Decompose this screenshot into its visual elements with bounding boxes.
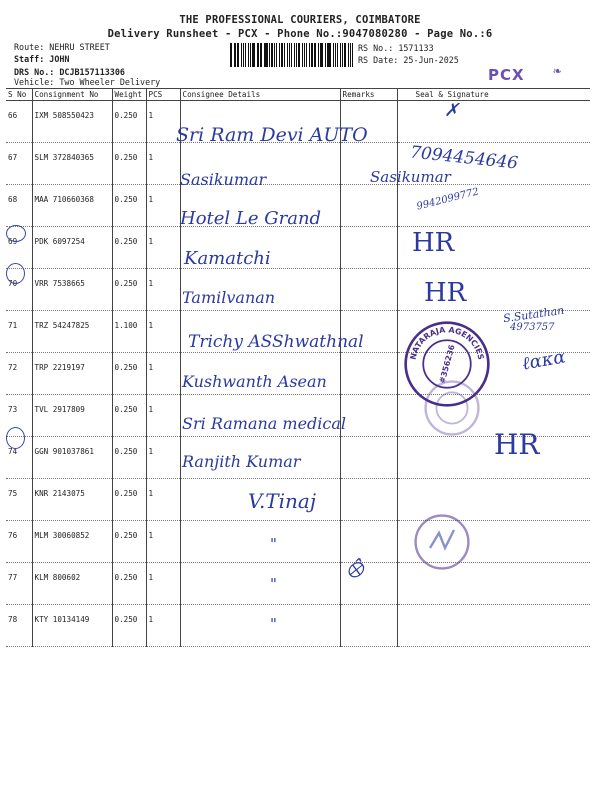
barcode-bar [328,43,330,67]
barcode-bar [340,43,342,67]
handwriting-r71-signature: S.Sutathan [502,303,565,326]
handwriting-r69: Kamatchi [184,248,271,269]
row-consignment-no: IXM 508550423 [32,101,112,143]
row-sno: 66 [6,101,32,143]
col-remarks: Remarks [340,89,397,101]
stamp-text: NATARAJA AGENCIES [408,325,486,361]
handwriting-r66: Sri Ram Devi AUTO [176,124,368,146]
handwriting-r73: Kushwanth Asean [182,372,327,391]
row-weight: 0.250 [112,395,146,437]
ditto-mark-77: " [270,535,277,553]
barcode-bar [320,43,321,67]
row-weight: 0.250 [112,353,146,395]
row-consignment-no: KLM 800602 [32,563,112,605]
staff-label: Staff: JOHN [14,54,70,64]
handwriting-r77-signature: ⨶ [346,558,364,583]
row-weight: 0.250 [112,605,146,647]
rs-date: RS Date: 25-Jun-2025 [358,55,459,65]
barcode-bar [258,43,259,67]
row-consignment-no: MAA 710660368 [32,185,112,227]
barcode-bar [304,43,305,67]
row-pcs: 1 [146,563,180,605]
barcode-bar [311,43,313,67]
barcode-bar [291,43,292,67]
row-consignment-no: TRZ 54247825 [32,311,112,353]
barcode-bar [325,43,326,67]
route-label: Route: NEHRU STREET [14,42,110,52]
row-pcs: 1 [146,521,180,563]
row-weight: 1.100 [112,311,146,353]
row-consignee [180,563,340,605]
table-row [6,521,590,563]
barcode-bar [241,43,242,67]
row-sno: 69 [6,227,32,269]
col-pcs: PCS [146,89,180,101]
barcode-bar [279,43,280,67]
handwriting-r67: Sasikumar [180,170,267,189]
barcode-bar [274,43,276,67]
barcode-bar [333,43,335,67]
handwriting-r70-signature: HR [424,278,467,308]
row-remarks [340,521,397,563]
col-seal: Seal & Signature [397,89,590,101]
vehicle-label: Vehicle: Two Wheeler Delivery [14,77,161,87]
barcode-bar [252,43,254,67]
row-weight: 0.250 [112,227,146,269]
rs-number: RS No.: 1571133 [358,43,434,53]
drs-number: DRS No.: DCJB157113306 [14,67,125,77]
row-sno: 74 [6,437,32,479]
row-sno: 75 [6,479,32,521]
circle-mark-69 [6,225,26,242]
company-title: THE PROFESSIONAL COURIERS, COIMBATORE [179,14,421,26]
barcode-bar [348,43,349,67]
handwriting-r68-phone: 9942099772 [415,186,481,213]
barcode-bar [265,43,267,67]
row-consignment-no: KTY 10134149 [32,605,112,647]
row-weight: 0.250 [112,521,146,563]
row-pcs: 1 [146,311,180,353]
handwriting-r66-mark: ✗ [444,100,460,121]
barcode-bar [342,43,343,67]
barcode-bar [318,43,319,67]
row-pcs: 1 [146,185,180,227]
barcode-bar [260,43,262,67]
handwriting-r69-signature: HR [412,228,455,258]
handwriting-r72-signature: ℓακα [520,346,568,375]
table-row [6,605,590,647]
barcode-bar [269,43,270,67]
barcode-bar [298,43,300,67]
row-sno: 72 [6,353,32,395]
row-pcs: 1 [146,605,180,647]
row-consignment-no: KNR 2143075 [32,479,112,521]
row-weight: 0.250 [112,143,146,185]
row-consignment-no: GGN 901037861 [32,437,112,479]
row-sno: 77 [6,563,32,605]
handwriting-r76: V.Tinaj [248,489,317,513]
row-sno: 68 [6,185,32,227]
row-seal [397,605,590,647]
row-consignment-no: MLM 30060852 [32,521,112,563]
row-consignment-no: TRP 2219197 [32,353,112,395]
row-consignment-no: SLM 372840365 [32,143,112,185]
row-pcs: 1 [146,227,180,269]
barcode-bar [271,43,273,67]
barcode-bar [250,43,252,67]
barcode-bar [230,43,232,67]
barcode-bar [337,43,338,67]
row-remarks [340,269,397,311]
row-remarks [340,227,397,269]
barcode-bar [235,43,236,67]
row-weight: 0.250 [112,101,146,143]
row-pcs: 1 [146,353,180,395]
ditto-mark-78a: " [270,575,277,593]
table-header-row [6,89,590,101]
row-consignment-no: VRR 7538665 [32,269,112,311]
row-remarks [340,395,397,437]
row-remarks [340,605,397,647]
partial-stamp [412,512,472,572]
row-pcs: 1 [146,437,180,479]
barcode-bar [234,43,235,67]
table-row [6,563,590,605]
table-row [6,269,590,311]
barcode-bar [281,43,283,67]
row-sno: 73 [6,395,32,437]
circle-mark-74 [6,427,25,449]
row-weight: 0.250 [112,437,146,479]
row-sno: 71 [6,311,32,353]
barcode-bar [248,43,249,67]
barcode-bar [321,43,323,67]
ditto-mark-78b: " [270,615,277,633]
row-consignment-no: TVL 2917809 [32,395,112,437]
row-remarks [340,353,397,395]
pcx-mark-icon: ❧ [553,63,562,79]
barcode-bar [289,43,290,67]
barcode-bar [245,43,246,67]
row-remarks [340,479,397,521]
barcode-bar [276,43,277,67]
row-weight: 0.250 [112,563,146,605]
barcode-bar [302,43,303,67]
barcode-bar [243,43,245,67]
handwriting-r70: Tamilvanan [182,288,276,307]
row-sno: 67 [6,143,32,185]
row-pcs: 1 [146,101,180,143]
barcode [230,43,355,67]
handwriting-r72: Trichy ASShwathnal [188,332,364,352]
pcx-logo: PCX [488,66,525,84]
row-consignment-no: PDK 6097254 [32,227,112,269]
handwriting-r74: Sri Ramana medical [182,414,347,433]
row-seal [397,101,590,143]
barcode-bar [309,43,310,67]
row-weight: 0.250 [112,185,146,227]
row-sno: 76 [6,521,32,563]
row-remarks [340,437,397,479]
row-consignee [180,521,340,563]
runsheet-subtitle: Delivery Runsheet - PCX - Phone No.:9047080280 - Page No.:6 [107,28,493,40]
barcode-bar [335,43,336,67]
row-weight: 0.250 [112,269,146,311]
row-pcs: 1 [146,479,180,521]
barcode-bar [287,43,289,67]
row-sno: 78 [6,605,32,647]
barcode-bar [284,43,285,67]
barcode-bar [237,43,239,67]
barcode-bar [306,43,308,67]
handwriting-r67-signature: Sasikumar [370,168,451,186]
circle-mark-70 [6,263,25,284]
row-weight: 0.250 [112,479,146,521]
handwriting-r67-phone: 7094454646 [409,142,519,174]
barcode-bar [350,43,351,67]
barcode-bar [264,43,265,67]
col-weight: Weight [112,89,146,101]
col-consignment: Consignment No [32,89,112,101]
row-pcs: 1 [146,143,180,185]
handwriting-r71-number: 4973757 [510,322,555,333]
faded-stamp [422,378,482,438]
barcode-bar [327,43,328,67]
table-row [6,227,590,269]
handwriting-r74-signature: HR [494,428,540,461]
row-pcs: 1 [146,269,180,311]
col-consignee: Consignee Details [180,89,340,101]
barcode-bar [344,43,346,67]
row-consignee [180,605,340,647]
barcode-bar [257,43,258,67]
barcode-bar [294,43,296,67]
barcode-bar [296,43,297,67]
row-pcs: 1 [146,395,180,437]
handwriting-r75: Ranjith Kumar [182,452,301,471]
stamp-number: #356236 [437,343,457,385]
barcode-bar [352,43,354,67]
handwriting-r68: Hotel Le Grand [180,208,322,229]
barcode-bar [314,43,316,67]
col-sno: S No [6,89,32,101]
row-remarks [340,185,397,227]
row-sno: 70 [6,269,32,311]
